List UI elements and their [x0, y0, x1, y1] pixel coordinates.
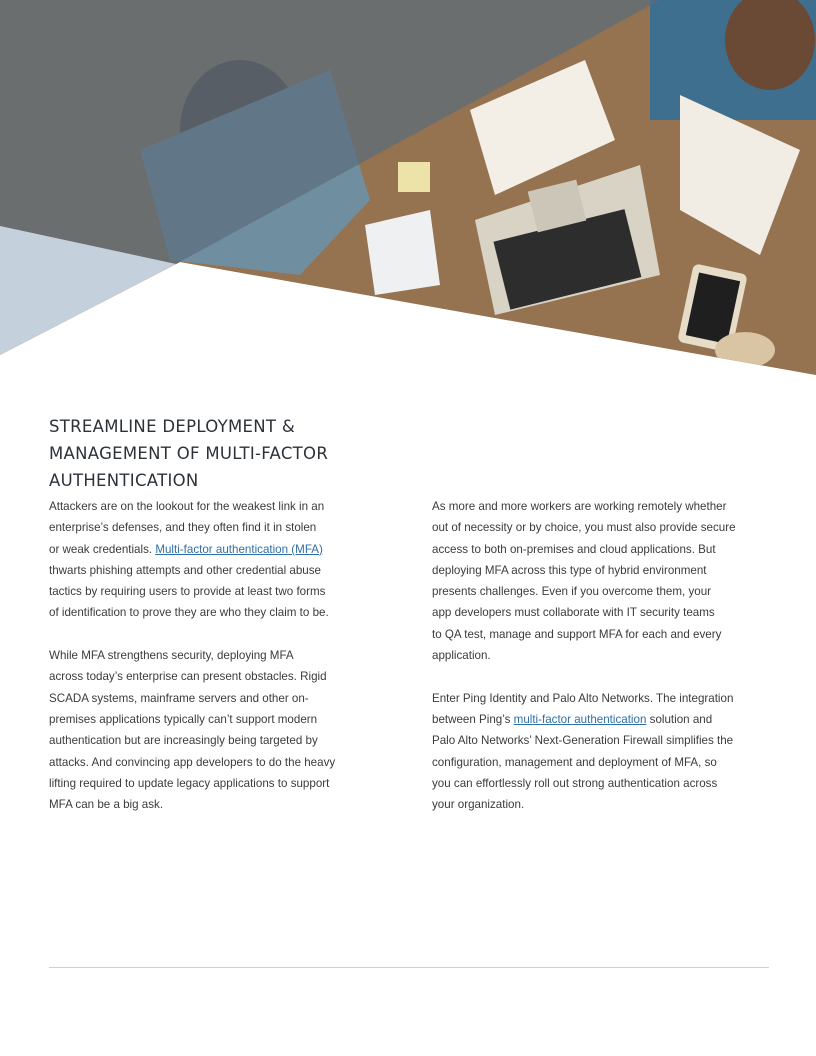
text-line: access to both on-premises and cloud applications. But — [432, 542, 716, 556]
paragraph-remote-work — [432, 496, 772, 666]
page-title — [49, 413, 389, 494]
text-line: Enter Ping Identity and Palo Alto Networks. The integration — [432, 691, 734, 705]
mfa-solution-link[interactable]: multi-factor authentication — [513, 712, 647, 726]
title-line: STREAMLINE DEPLOYMENT & — [49, 417, 295, 436]
text-line: your organization. — [432, 798, 525, 812]
text-line: out of necessity or by choice, you must also provide secure — [432, 521, 736, 535]
mfa-link[interactable]: Multi-factor authentication (MFA) — [155, 542, 323, 556]
text: between Ping’s — [432, 712, 514, 726]
text: solution and — [646, 712, 713, 726]
text-line: Attackers are on the lookout for the weakest link in an — [49, 500, 325, 513]
text-line: SCADA systems, mainframe servers and other on- — [49, 691, 309, 705]
paragraph-gap — [49, 624, 389, 645]
text-line: app developers must collaborate with IT security teams — [432, 606, 715, 620]
text-line: tactics by requiring users to provide at least two forms — [49, 585, 326, 599]
paragraph-obstacles — [49, 645, 389, 815]
paragraph-integration — [432, 688, 772, 816]
text-line: Palo Alto Networks’ Next-Generation Firewall simplifies the — [432, 734, 734, 748]
text-line: to QA test, manage and support MFA for each and every — [432, 627, 722, 641]
text-line: enterprise’s defenses, and they often find it in stolen — [49, 521, 317, 535]
text-line: attacks. And convincing app developers to do the heavy — [49, 755, 336, 769]
title-line: AUTHENTICATION — [49, 471, 199, 490]
text-line: While MFA strengthens security, deploying MFA — [49, 649, 294, 663]
text-line: configuration, management and deployment of MFA, so — [432, 755, 717, 769]
text-line: of identification to prove they are who they claim to be. — [49, 606, 329, 620]
paragraph-gap — [432, 666, 772, 687]
text-line — [432, 709, 772, 730]
left-column — [49, 496, 389, 815]
title-line: MANAGEMENT OF MULTI-FACTOR — [49, 444, 329, 463]
text-line: As more and more workers are working remotely whether — [432, 500, 727, 513]
text-line: application. — [432, 649, 491, 663]
text-line: across today’s enterprise can present obstacles. Rigid — [49, 670, 327, 684]
text-line: you can effortlessly roll out strong authentication across — [432, 776, 718, 790]
paragraph-attackers — [49, 496, 389, 624]
text-line: premises applications typically can’t support modern — [49, 712, 318, 726]
text: or weak credentials. — [49, 542, 156, 556]
text-line — [49, 539, 389, 560]
hero-photo — [0, 0, 816, 380]
text-line: thwarts phishing attempts and other credential abuse — [49, 563, 321, 577]
right-column — [432, 496, 772, 815]
footer-divider — [49, 967, 769, 968]
text-line: lifting required to update legacy applications to support — [49, 776, 330, 790]
text-line: presents challenges. Even if you overcome them, your — [432, 585, 712, 599]
text-line: MFA can be a big ask. — [49, 798, 164, 812]
text-line: authentication but are increasingly being targeted by — [49, 734, 318, 748]
text-line: deploying MFA across this type of hybrid environment — [432, 563, 707, 577]
